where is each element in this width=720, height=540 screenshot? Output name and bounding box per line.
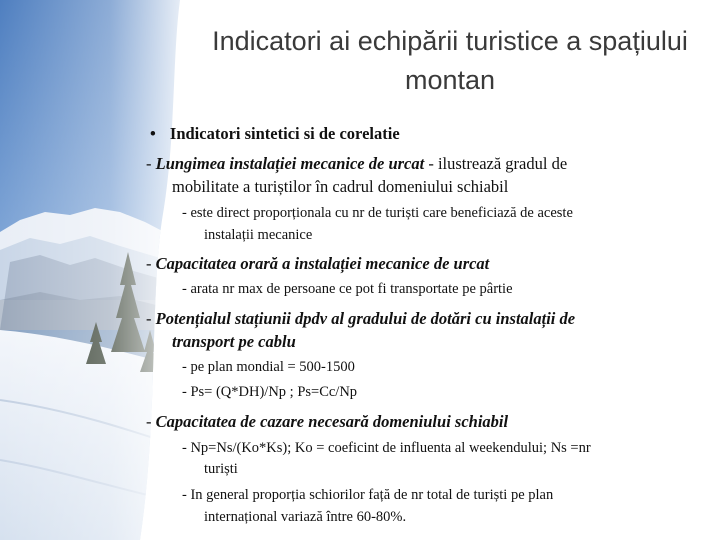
sub-1-line-1: - este direct proporționala cu nr de turiști care beneficiază de aceste: [182, 205, 573, 221]
item-1-term: Lungimea instalației mecanice de urcat: [155, 154, 425, 173]
sub-3: - pe plan mondial = 500-1500: [182, 359, 355, 375]
sub-1-line-2: instalații mecanice: [204, 227, 313, 243]
item-2-line: [146, 254, 489, 274]
sub-5-line-1: - Np=Ns/(Ko*Ks); Ko = coeficint de influenta al weekendului; Ns =nr: [182, 440, 591, 456]
bullet-heading: Indicatori sintetici si de corelatie: [169, 124, 400, 143]
item-4-prefix: -: [146, 412, 156, 431]
item-4-term: Capacitatea de cazare necesară domeniului schiabil: [155, 412, 509, 431]
item-2-prefix: -: [146, 254, 156, 273]
bullet-icon: •: [150, 125, 156, 143]
sub-6-line-1: - In general proporția schiorilor față de nr total de turiști pe plan: [182, 487, 554, 503]
item-1-line-1: [146, 154, 567, 174]
item-4-line: [146, 412, 508, 432]
sub-4: - Ps= (Q*DH)/Np ; Ps=Cc/Np: [182, 384, 358, 400]
item-1-line-2: mobilitate a turiștilor în cadrul domeniului schiabil: [172, 177, 509, 196]
item-1-desc: - ilustrează gradul de: [424, 154, 568, 173]
bullet-heading-line: [150, 124, 400, 144]
sub-5-line-2: turiști: [204, 461, 238, 477]
item-1-prefix: -: [146, 154, 156, 173]
item-3-line-1: [146, 309, 575, 329]
title-line-2: montan: [404, 65, 496, 95]
item-3-line-2: transport pe cablu: [172, 332, 296, 351]
title-line-1: Indicatori ai echipării turistice a spațiului: [212, 26, 688, 56]
item-3-prefix: -: [146, 309, 156, 328]
item-2-term: Capacitatea orară a instalației mecanice de urcat: [155, 254, 490, 273]
sub-2: - arata nr max de persoane ce pot fi transportate pe pârtie: [182, 281, 513, 297]
sub-6-line-2: internațional variază între 60-80%.: [204, 509, 407, 525]
item-3-term: Potențialul stațiunii dpdv al gradului de dotări cu instalații de: [155, 309, 576, 328]
